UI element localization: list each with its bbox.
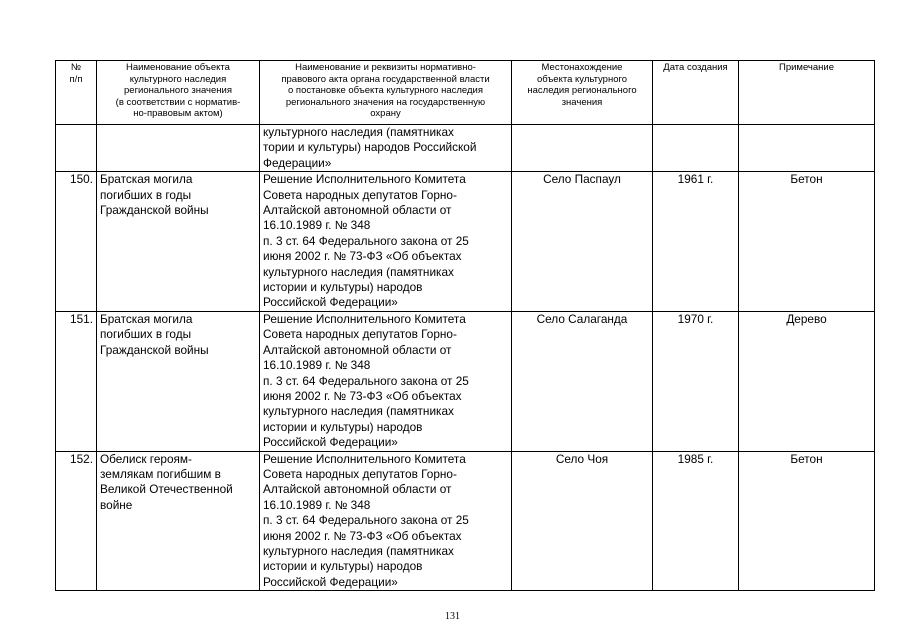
cell-creation-date: 1970 г. <box>653 311 739 451</box>
cell-legal-act: Решение Исполнительного Комитета Совета народных депутатов Горно- Алтайской автономной области от 16.10.1989 г. № 348 п. 3 ст. 64 Федерального закона от 25 июня 2002 г. № 73-ФЗ «Об объектах культурного наследия (памятниках истории и культуры) народов Российской Федерации» <box>260 451 512 591</box>
cell-location <box>512 125 653 172</box>
header-legal-act: Наименование и реквизиты нормативно- правового акта органа государственной власти о постановке объекта культурного наследия регионального значения на государственную охрану <box>260 61 512 125</box>
continuation-row <box>56 125 875 172</box>
cell-object-name: Братская могила погибших в годы Гражданской войны <box>97 311 260 451</box>
header-location: Местонахождение объекта культурного наследия регионального значения <box>512 61 653 125</box>
cell-legal-act: культурного наследия (памятниках тории и культуры) народов Российской Федерации» <box>260 125 512 172</box>
header-note: Примечание <box>739 61 875 125</box>
cell-legal-act: Решение Исполнительного Комитета Совета народных депутатов Горно- Алтайской автономной области от 16.10.1989 г. № 348 п. 3 ст. 64 Федерального закона от 25 июня 2002 г. № 73-ФЗ «Об объектах культурного наследия (памятниках истории и культуры) народов Российской Федерации» <box>260 172 512 312</box>
cell-object-name <box>97 125 260 172</box>
cell-location: Село Паспаул <box>512 172 653 312</box>
heritage-objects-table <box>55 60 875 591</box>
cell-number <box>56 125 97 172</box>
table-row <box>56 451 875 591</box>
cell-number: 152. <box>56 451 97 591</box>
table-row <box>56 311 875 451</box>
header-creation-date: Дата создания <box>653 61 739 125</box>
table-header-row <box>56 61 875 125</box>
table-row <box>56 172 875 312</box>
cell-creation-date: 1961 г. <box>653 172 739 312</box>
cell-legal-act: Решение Исполнительного Комитета Совета народных депутатов Горно- Алтайской автономной области от 16.10.1989 г. № 348 п. 3 ст. 64 Федерального закона от 25 июня 2002 г. № 73-ФЗ «Об объектах культурного наследия (памятниках истории и культуры) народов Российской Федерации» <box>260 311 512 451</box>
cell-note: Бетон <box>739 172 875 312</box>
header-object-name: Наименование объекта культурного наследия регионального значения (в соответствии с норматив- но-правовым актом) <box>97 61 260 125</box>
cell-note: Дерево <box>739 311 875 451</box>
cell-creation-date: 1985 г. <box>653 451 739 591</box>
cell-note <box>739 125 875 172</box>
header-number: № п/п <box>56 61 97 125</box>
cell-location: Село Чоя <box>512 451 653 591</box>
page-number: 131 <box>445 611 460 622</box>
cell-note: Бетон <box>739 451 875 591</box>
cell-object-name: Обелиск героям- землякам погибшим в Великой Отечественной войне <box>97 451 260 591</box>
cell-location: Село Салаганда <box>512 311 653 451</box>
cell-number: 151. <box>56 311 97 451</box>
cell-object-name: Братская могила погибших в годы Гражданской войны <box>97 172 260 312</box>
cell-number: 150. <box>56 172 97 312</box>
cell-creation-date <box>653 125 739 172</box>
